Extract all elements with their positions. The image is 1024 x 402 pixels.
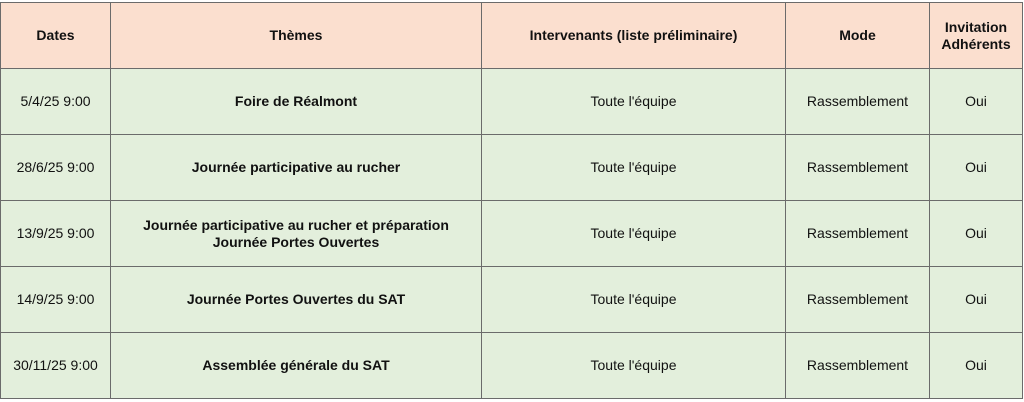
theme-line-2: Journée Portes Ouvertes <box>212 233 380 250</box>
date-cell: 13/9/25 9:00 <box>1 201 111 267</box>
speakers-cell: Toute l'équipe <box>482 201 786 267</box>
invitation-cell: Oui <box>930 333 1023 399</box>
theme-cell <box>111 69 482 135</box>
invitation-cell: Oui <box>930 135 1023 201</box>
header-dates: Dates <box>1 3 111 69</box>
date-cell: 14/9/25 9:00 <box>1 267 111 333</box>
header-invitation-line1: Invitation <box>944 18 1008 35</box>
speakers-cell: Toute l'équipe <box>482 69 786 135</box>
mode-cell: Rassemblement <box>786 135 930 201</box>
mode-cell: Rassemblement <box>786 201 930 267</box>
mode-cell: Rassemblement <box>786 69 930 135</box>
date-cell: 30/11/25 9:00 <box>1 333 111 399</box>
table-row <box>1 135 1023 201</box>
header-speakers: Intervenants (liste préliminaire) <box>482 3 786 69</box>
header-invitation-line2: Adhérents <box>941 35 1011 52</box>
mode-cell: Rassemblement <box>786 267 930 333</box>
theme-line: Journée participative au rucher et préparation <box>143 216 449 233</box>
invitation-cell: Oui <box>930 69 1023 135</box>
theme-cell <box>111 267 482 333</box>
table-row <box>1 201 1023 267</box>
speakers-cell: Toute l'équipe <box>482 267 786 333</box>
theme-cell <box>111 201 482 267</box>
mode-cell: Rassemblement <box>786 333 930 399</box>
table-row <box>1 333 1023 399</box>
table-header-row <box>1 3 1023 69</box>
date-cell: 5/4/25 9:00 <box>1 69 111 135</box>
theme-line: Journée participative au rucher <box>191 159 401 175</box>
invitation-cell: Oui <box>930 267 1023 333</box>
header-themes: Thèmes <box>111 3 482 69</box>
invitation-cell: Oui <box>930 201 1023 267</box>
theme-line: Foire de Réalmont <box>234 93 358 109</box>
theme-cell <box>111 135 482 201</box>
table-row <box>1 267 1023 333</box>
date-cell: 28/6/25 9:00 <box>1 135 111 201</box>
events-schedule-table <box>0 2 1023 399</box>
header-mode: Mode <box>786 3 930 69</box>
table-row <box>1 69 1023 135</box>
theme-cell <box>111 333 482 399</box>
header-invitation <box>930 3 1023 69</box>
theme-line: Assemblée générale du SAT <box>202 357 390 373</box>
speakers-cell: Toute l'équipe <box>482 333 786 399</box>
theme-line: Journée Portes Ouvertes du SAT <box>186 291 406 307</box>
speakers-cell: Toute l'équipe <box>482 135 786 201</box>
